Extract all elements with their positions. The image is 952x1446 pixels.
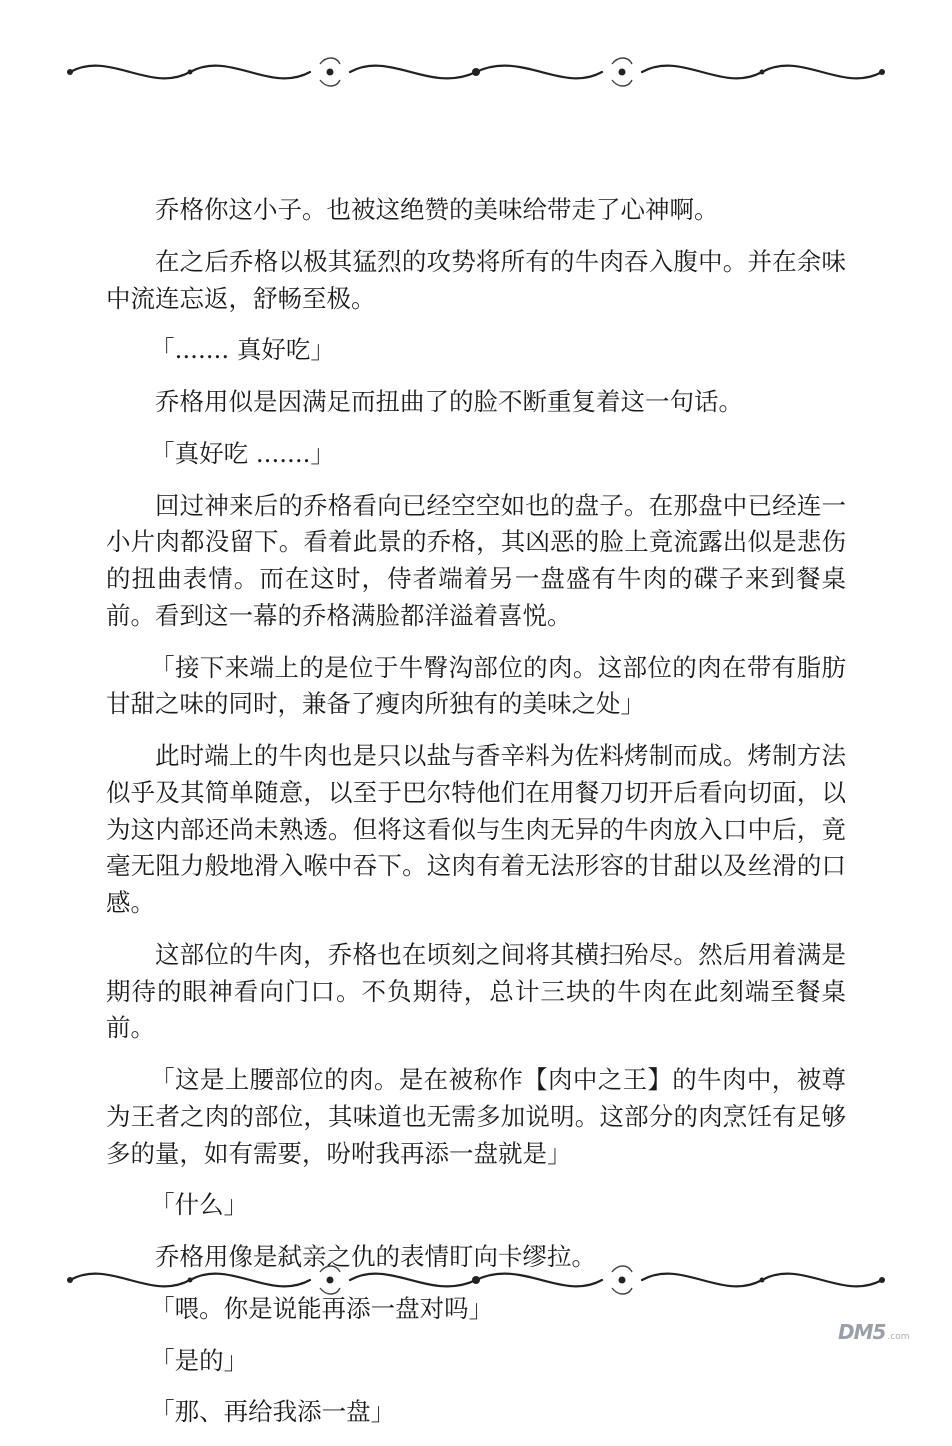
- top-ornament-border: [50, 42, 902, 102]
- paragraph: 乔格你这小子。也被这绝赞的美味给带走了心神啊。: [155, 195, 719, 224]
- paragraph: 乔格用像是弑亲之仇的表情盯向卡缪拉。: [155, 1242, 596, 1271]
- dialogue-line: 「真好吃 .......」: [150, 438, 335, 468]
- dialogue-line: 「喂。你是说能再添一盘对吗」: [150, 1293, 494, 1323]
- bottom-ornament-border: [50, 1250, 902, 1310]
- dialogue-line: 「是的」: [150, 1345, 249, 1375]
- paragraph: 在之后乔格以极其猛烈的攻势将所有的牛肉吞入腹中。并在余味中流连忘返，舒畅至极。: [106, 246, 846, 313]
- dialogue-line: 「....... 真好吃」: [150, 335, 335, 365]
- dialogue-line: 「这是上腰部位的肉。是在被称作【肉中之王】的牛肉中，被尊为王者之肉的部位，其味道也无需多加说明。这部分的肉烹饪有足够多的量，如有需要，吩咐我再添一盘就是」: [106, 1065, 846, 1168]
- site-watermark: [838, 1320, 910, 1344]
- paragraph: 此时端上的牛肉也是只以盐与香辛料为佐料烤制而成。烤制方法似乎及其简单随意，以至于巴尔特他们在用餐刀切开后看向切面，以为这内部还尚未熟透。但将这看似与生肉无异的牛肉放入口中后，竟毫无阻力般地滑入喉中吞下。这肉有着无法形容的甘甜以及丝滑的口感。: [106, 741, 846, 917]
- watermark-brand: DM5: [838, 1320, 886, 1344]
- dialogue-line: 「接下来端上的是位于牛臀沟部位的肉。这部位的肉在带有脂肪甘甜之味的同时，兼备了瘦肉所独有的美味之处」: [106, 652, 846, 719]
- paragraph: 这部位的牛肉，乔格也在顷刻之间将其横扫殆尽。然后用着满是期待的眼神看向门口。不负期待，总计三块的牛肉在此刻端至餐桌前。: [106, 939, 846, 1043]
- paragraph: 回过神来后的乔格看向已经空空如也的盘子。在那盘中已经连一小片肉都没留下。看着此景的乔格，其凶恶的脸上竟流露出似是悲伤的扭曲表情。而在这时，侍者端着另一盘盛有牛肉的碟子来到餐桌前。看到这一幕的乔格满脸都洋溢着喜悦。: [106, 490, 846, 630]
- dialogue-line: 「什么」: [150, 1190, 249, 1220]
- watermark-suffix: .com: [887, 1332, 910, 1342]
- paragraph: 乔格用似是因满足而扭曲了的脸不断重复着这一句话。: [155, 387, 743, 416]
- dialogue-line: 「那、再给我添一盘」: [150, 1397, 396, 1427]
